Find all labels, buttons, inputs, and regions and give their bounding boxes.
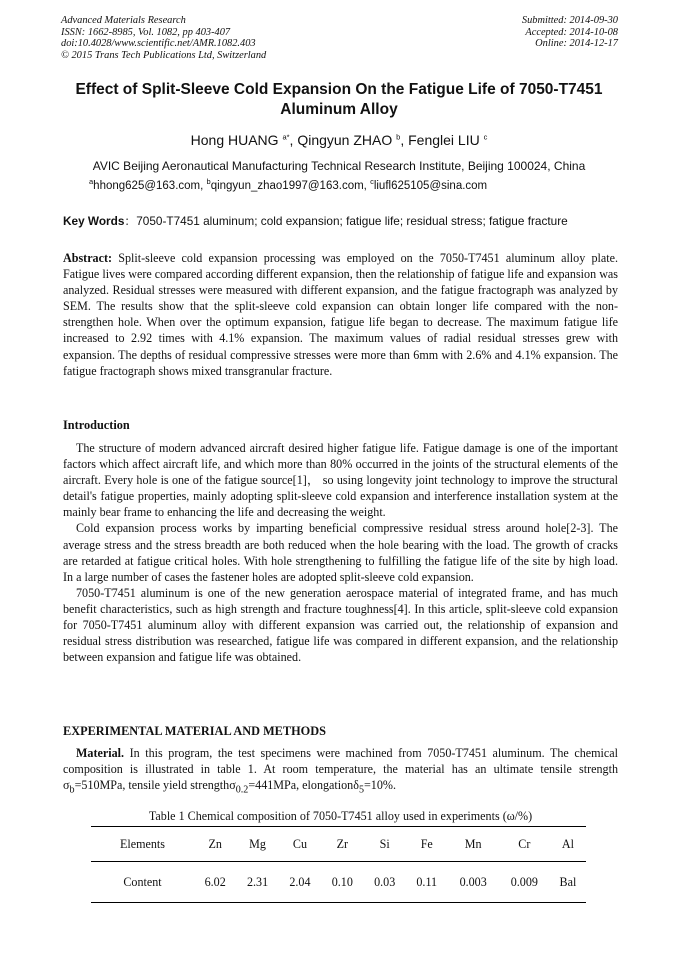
table-header-cell: Cu (292, 836, 307, 851)
material-text: =510MPa, tensile yield strengthσ (74, 778, 236, 793)
material-text: =441MPa, elongationδ (248, 778, 359, 793)
paper-title (40, 80, 638, 120)
table-header-cell: Si (379, 836, 390, 851)
online-date: Online: 2014-12-17 (535, 38, 618, 50)
subscript: b (69, 784, 75, 796)
material-label: Material. (76, 746, 125, 760)
journal-header (61, 15, 618, 61)
keywords-text: 7050-T7451 aluminum; cold expansion; fatigue life; residual stress; fatigue fracture (136, 214, 568, 228)
intro-paragraph-3: 7050-T7451 aluminum is one of the new generation aerospace material of integrated frame, and has much benefit characteristics, such as high strength and fracture toughness[4]. In this article, split-sleeve cold expansion for 7050-T7451 aluminum alloy with different expansion was carried out, the relationship of expansion and residual stress distribution was researched, fatigue life was compared in different expansion, and the relationship between expansion and fatigue life was obtained. (63, 585, 618, 665)
email-separator: , (200, 180, 207, 192)
table-cell: Bal (559, 874, 577, 889)
table-cell: 2.31 (246, 874, 269, 889)
journal-info (61, 15, 266, 61)
email-link[interactable]: qingyun_zhao1997@163.com (210, 180, 364, 192)
composition-table (91, 826, 586, 903)
table-cell: Content (123, 874, 162, 889)
table-header-cell: Al (561, 836, 574, 851)
author-list (40, 132, 638, 148)
table-header-cell: Cr (518, 836, 531, 851)
email-marker: a (89, 177, 94, 187)
table-cell: 0.009 (510, 874, 538, 889)
email-marker: c (370, 177, 374, 187)
author-marker: b (396, 132, 401, 142)
table-cell: 0.10 (331, 874, 353, 889)
introduction-heading: Introduction (63, 418, 130, 432)
abstract (63, 250, 618, 379)
subscript: 5 (358, 784, 364, 796)
table-header-cell: Fe (420, 836, 433, 851)
table-cell: 0.11 (416, 874, 438, 889)
keywords-label: Key Words (63, 214, 125, 228)
material-text: In this program, the test specimens were machined from 7050-T7451 aluminum. The chemical composition is illustrated in table 1. At room temperature, the material has an ultimate tensile strength σ (63, 746, 618, 793)
table-cell: 0.003 (459, 874, 487, 889)
journal-copyright: © 2015 Trans Tech Publications Ltd, Switzerland (61, 49, 267, 61)
table-header-row (91, 827, 586, 862)
author-separator: , (400, 132, 409, 148)
table-header-cell: Mn (464, 836, 482, 851)
author-name: Fenglei LIU (408, 132, 484, 148)
table-cell: 2.04 (289, 874, 311, 889)
email-separator: , (363, 180, 371, 192)
material-paragraph (63, 745, 618, 799)
table-header-cell: Mg (249, 836, 266, 851)
submitted-date: Submitted: 2014-09-30 (521, 15, 618, 26)
author-marker: c (483, 132, 488, 142)
journal-issn: ISSN: 1662-8985, Vol. 1082, pp 403-407 (61, 26, 231, 38)
journal-name: Advanced Materials Research (61, 15, 186, 26)
email-link[interactable]: hhong625@163.com (93, 180, 201, 192)
table-row (91, 862, 586, 903)
abstract-label: Abstract: (63, 251, 113, 265)
accepted-date: Accepted: 2014-10-08 (525, 26, 618, 38)
author-name: Hong HUANG (190, 132, 283, 148)
author-name: Qingyun ZHAO (297, 132, 397, 148)
author-separator: , (289, 132, 298, 148)
table-caption: Table 1 Chemical composition of 7050-T7451 alloy used in experiments (ω/%) (148, 809, 533, 823)
intro-paragraph-1: The structure of modern advanced aircraft desired higher fatigue life. Fatigue damage is one of the important factors which affect aircraft life, and which more than 80% occurred in the joints of the structural elements of the aircraft. Every hole is one of the fatigue source[1]， so using longevity joint technology to improve the structural detail's fatigue properties, mainly adopting split-sleeve cold expansion and interference installation system at the mainly bear frame to enhancing the life and decreasing the weight. (63, 441, 618, 520)
email-marker: b (206, 177, 211, 187)
title-line-2: Aluminum Alloy (280, 101, 398, 118)
keywords-line (63, 214, 618, 228)
composition-table-container (91, 826, 586, 903)
author-marker: a* (282, 132, 290, 142)
keywords-separator: ： (124, 214, 137, 228)
author-affiliation: AVIC Beijing Aeronautical Manufacturing Technical Research Institute, Beijing 100024, China (92, 159, 586, 173)
author-emails (89, 179, 487, 193)
intro-paragraph-2: Cold expansion process works by imparting beneficial compressive residual stress around hole[2-3]. The average stress and the stress breadth are both reduced when the hole bearing with the load. The growth of cracks are retarded at fatigue critical holes. With hole strengthening to fulfilling the fatigue life of the site by high load. In a large number of cases the fastener holes are adopted split-sleeve cold expansion. (63, 521, 618, 584)
introduction-body (63, 440, 618, 665)
table-cell: 0.03 (374, 874, 396, 889)
submission-dates (522, 15, 618, 61)
table-header-cell: Elements (119, 836, 165, 851)
subscript: 0.2 (235, 784, 249, 796)
abstract-text: Split-sleeve cold expansion processing was employed on the 7050-T7451 aluminum alloy plate. Fatigue lives were compared according different expansion, then the relationship of fatigue life and expansion was analyzed. Residual stresses were measured with different expansion, and the fatigue fractograph was analyzed by SEM. The results show that the split-sleeve cold expansion can obtain longer life compared with the non-strengthen hole. When over the optimum expansion, fatigue life began to decrease. The maximum fatigue life increased to 2.92 times with 4.1% expansion. The maximum values of radial residual stresses grew with expansion. The depths of residual compressive stresses were more than 6mm with 2.6% and 4.1% expansion. The fatigue fractograph shows mixed transgranular fracture. (63, 251, 618, 378)
email-link[interactable]: liufl625105@sina.com (373, 180, 488, 192)
table-header-cell: Zr (336, 836, 349, 851)
journal-doi: doi:10.4028/www.scientific.net/AMR.1082.403 (61, 38, 256, 50)
experimental-heading: EXPERIMENTAL MATERIAL AND METHODS (63, 724, 326, 738)
title-line-1: Effect of Split-Sleeve Cold Expansion On the Fatigue Life of 7050-T7451 (75, 81, 603, 98)
material-text: =10%. (363, 778, 396, 793)
table-cell: 6.02 (204, 874, 226, 889)
table-header-cell: Zn (208, 836, 222, 851)
